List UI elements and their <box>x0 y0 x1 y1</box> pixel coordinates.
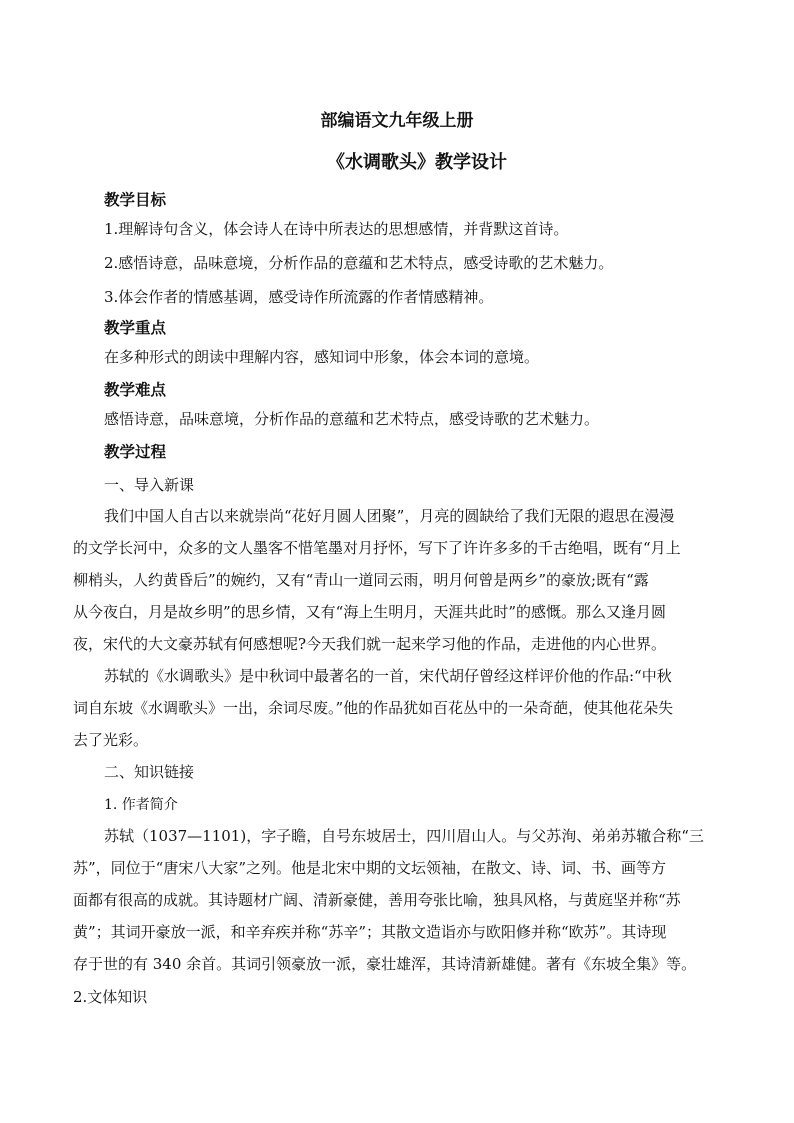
subsection-heading: 2.文体知识 <box>73 988 148 1006</box>
author-line: 黄”；其词开豪放一派，和辛弃疾并称“苏辛”；其散文造诣亦与欧阳修并称“欧苏”。其诗现 <box>73 923 667 941</box>
intro-line: 的文学长河中，众多的文人墨客不惜笔墨对月抒怀，写下了许许多多的千古绝唱，既有“月上 <box>73 539 681 557</box>
difficulty-text: 感悟诗意，品味意境，分析作品的意蕴和艺术特点，感受诗歌的艺术魅力。 <box>104 410 600 428</box>
goal-item: 1.理解诗句含义，体会诗人在诗中所表达的思想感情，并背默这首诗。 <box>104 220 569 238</box>
key-text: 在多种形式的朗读中理解内容，感知词中形象，体会本词的意境。 <box>104 348 540 366</box>
author-line: 苏”，同位于“唐宋八大家”之列。他是北宋中期的文坛领袖，在散文、诗、词、书、画等方 <box>73 859 667 877</box>
section-heading: 一、导入新课 <box>104 476 195 494</box>
intro-line: 从今夜白，月是故乡明”的思乡情，又有“海上生明月，天涯共此时”的感慨。那么又逢月圆 <box>73 603 667 621</box>
praise-line: 词自东坡《水调歌头》一出，余词尽废。”他的作品犹如百花丛中的一朵奇葩，使其他花朵失 <box>73 699 674 717</box>
document-subtitle: 《水调歌头》教学设计 <box>327 152 507 173</box>
goal-item: 2.感悟诗意，品味意境，分析作品的意蕴和艺术特点，感受诗歌的艺术魅力。 <box>104 254 614 272</box>
author-line: 面都有很高的成就。其诗题材广阔、清新豪健，善用夸张比喻，独具风格，与黄庭坚并称“苏 <box>73 891 681 909</box>
difficulty-heading: 教学难点 <box>104 380 167 399</box>
intro-line: 柳梢头，人约黄昏后”的婉约，又有“青山一道同云雨，明月何曾是两乡”的豪放;既有“露 <box>73 571 649 589</box>
goal-item: 3.体会作者的情感基调，感受诗作所流露的作者情感精神。 <box>104 288 494 306</box>
section-heading: 二、知识链接 <box>104 763 195 781</box>
praise-line: 去了光彩。 <box>73 731 149 749</box>
intro-line: 夜，宋代的大文豪苏轼有何感想呢?今天我们就一起来学习他的作品，走进他的内心世界。 <box>73 635 667 653</box>
document-title: 部编语文九年级上册 <box>320 111 474 131</box>
key-heading: 教学重点 <box>104 318 167 337</box>
process-heading: 教学过程 <box>104 442 167 461</box>
goals-heading: 教学目标 <box>104 190 167 209</box>
intro-line: 我们中国人自古以来就崇尚“花好月圆人团聚”，月亮的圆缺给了我们无限的遐思在漫漫 <box>104 507 675 525</box>
subsection-heading: 1. 作者简介 <box>104 797 178 813</box>
praise-line: 苏轼的《水调歌头》是中秋词中最著名的一首，宋代胡仔曾经这样评价他的作品:“中秋 <box>104 667 672 685</box>
author-line: 苏轼（1037—1101)，字子瞻，自号东坡居士，四川眉山人。与父苏洵、弟弟苏辙合称“三 <box>104 827 704 845</box>
author-line: 存于世的有 340 余首。其词引领豪放一派，豪壮雄浑，其诗清新雄健。著有《东坡全集》等。 <box>73 955 697 973</box>
